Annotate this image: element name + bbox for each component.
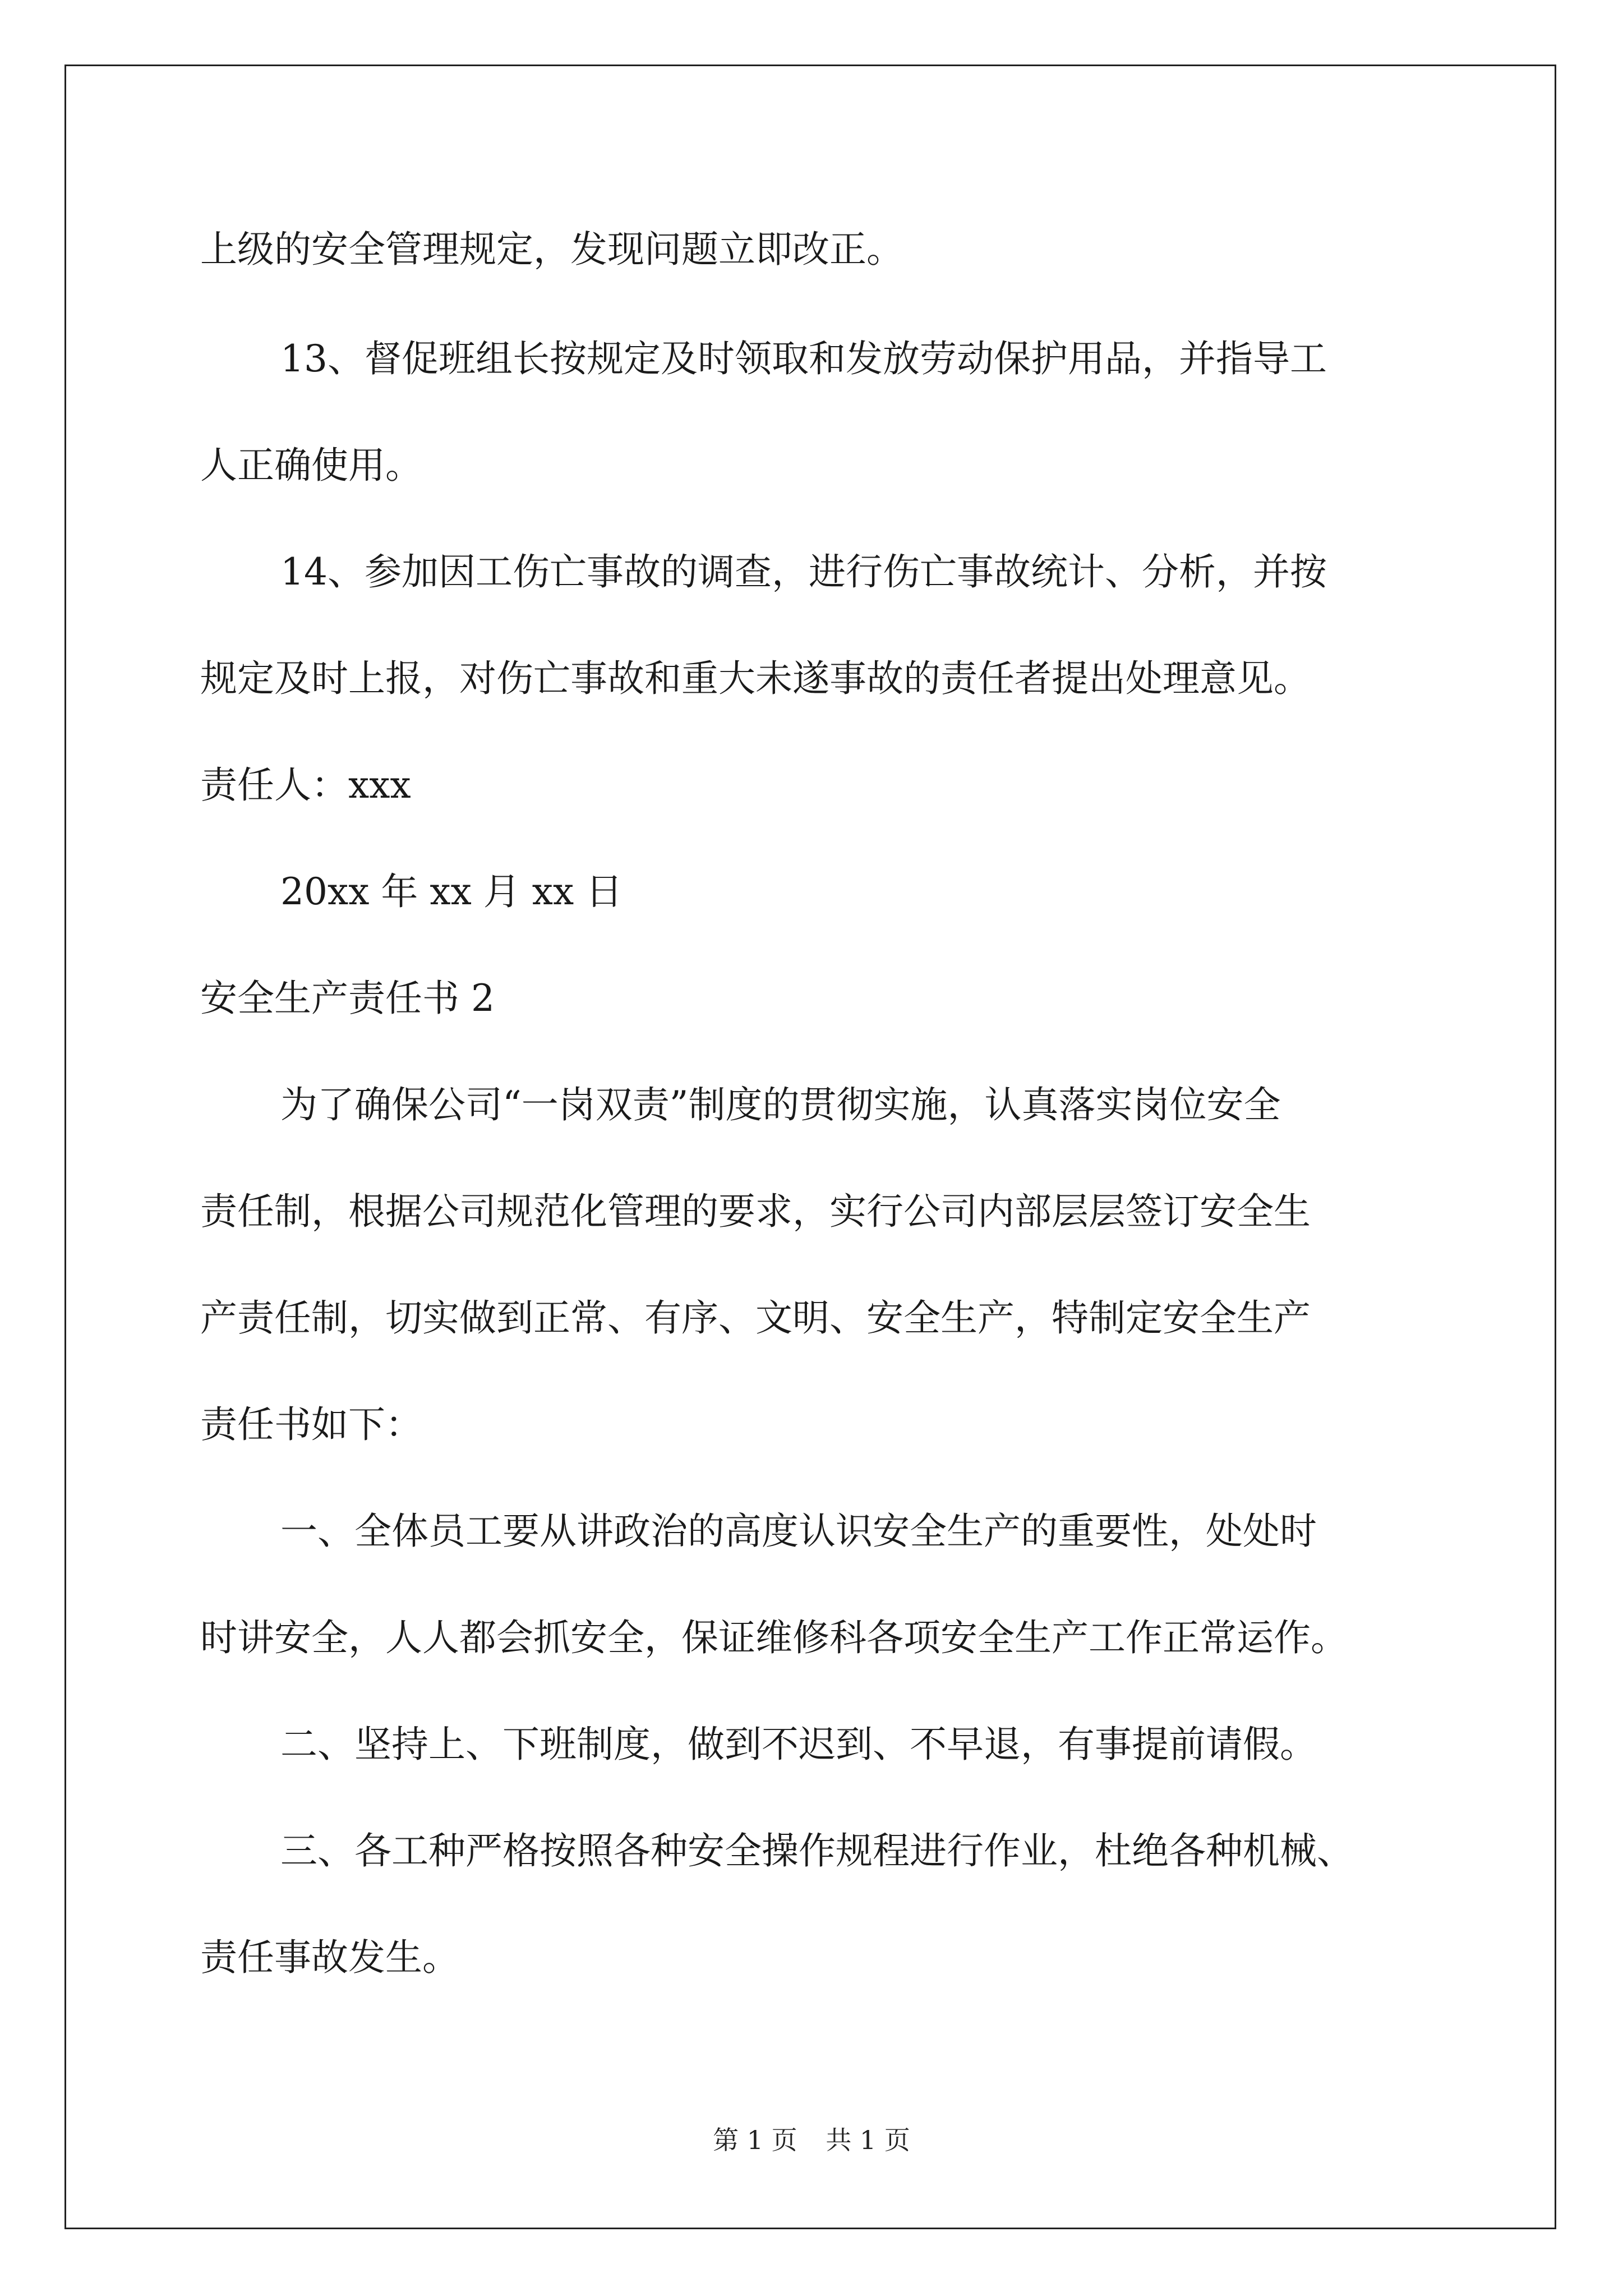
text-line: 13、督促班组长按规定及时领取和发放劳动保护用品，并指导工 — [280, 337, 1327, 380]
text-line: 二、坚持上、下班制度，做到不迟到、不早退，有事提前请假。 — [280, 1723, 1317, 1766]
text-line: 上级的安全管理规定，发现问题立即改正。 — [200, 228, 903, 271]
page-number-total: 共 1 页 — [826, 2125, 910, 2155]
page-footer — [0, 2123, 1623, 2157]
signatory-line: 责任人：xxx — [200, 763, 411, 807]
text-line: 一、全体员工要从讲政治的高度认识安全生产的重要性，处处时 — [280, 1510, 1317, 1553]
text-line: 产责任制，切实做到正常、有序、文明、安全生产，特制定安全生产 — [200, 1296, 1311, 1340]
text-line: 时讲安全，人人都会抓安全，保证维修科各项安全生产工作正常运作。 — [200, 1616, 1348, 1659]
text-line: 责任制，根据公司规范化管理的要求，实行公司内部层层签订安全生 — [200, 1190, 1311, 1233]
text-line: 人正确使用。 — [200, 444, 422, 487]
section-title: 安全生产责任书 2 — [200, 977, 495, 1020]
text-line: 三、各工种严格按照各种安全操作规程进行作业，杜绝各种机械、 — [280, 1829, 1354, 1872]
text-line: 为了确保公司“一岗双责”制度的贯彻实施，认真落实岗位安全 — [280, 1083, 1281, 1126]
text-line: 14、参加因工伤亡事故的调查，进行伤亡事故统计、分析，并按 — [280, 550, 1327, 593]
page-number-current: 第 1 页 — [713, 2125, 797, 2155]
text-line: 责任事故发生。 — [200, 1936, 459, 1979]
text-line: 规定及时上报，对伤亡事故和重大未遂事故的责任者提出处理意见。 — [200, 657, 1311, 700]
text-line: 责任书如下： — [200, 1403, 422, 1446]
page-border — [64, 65, 1556, 2229]
date-line: 20xx 年 xx 月 xx 日 — [280, 870, 623, 913]
